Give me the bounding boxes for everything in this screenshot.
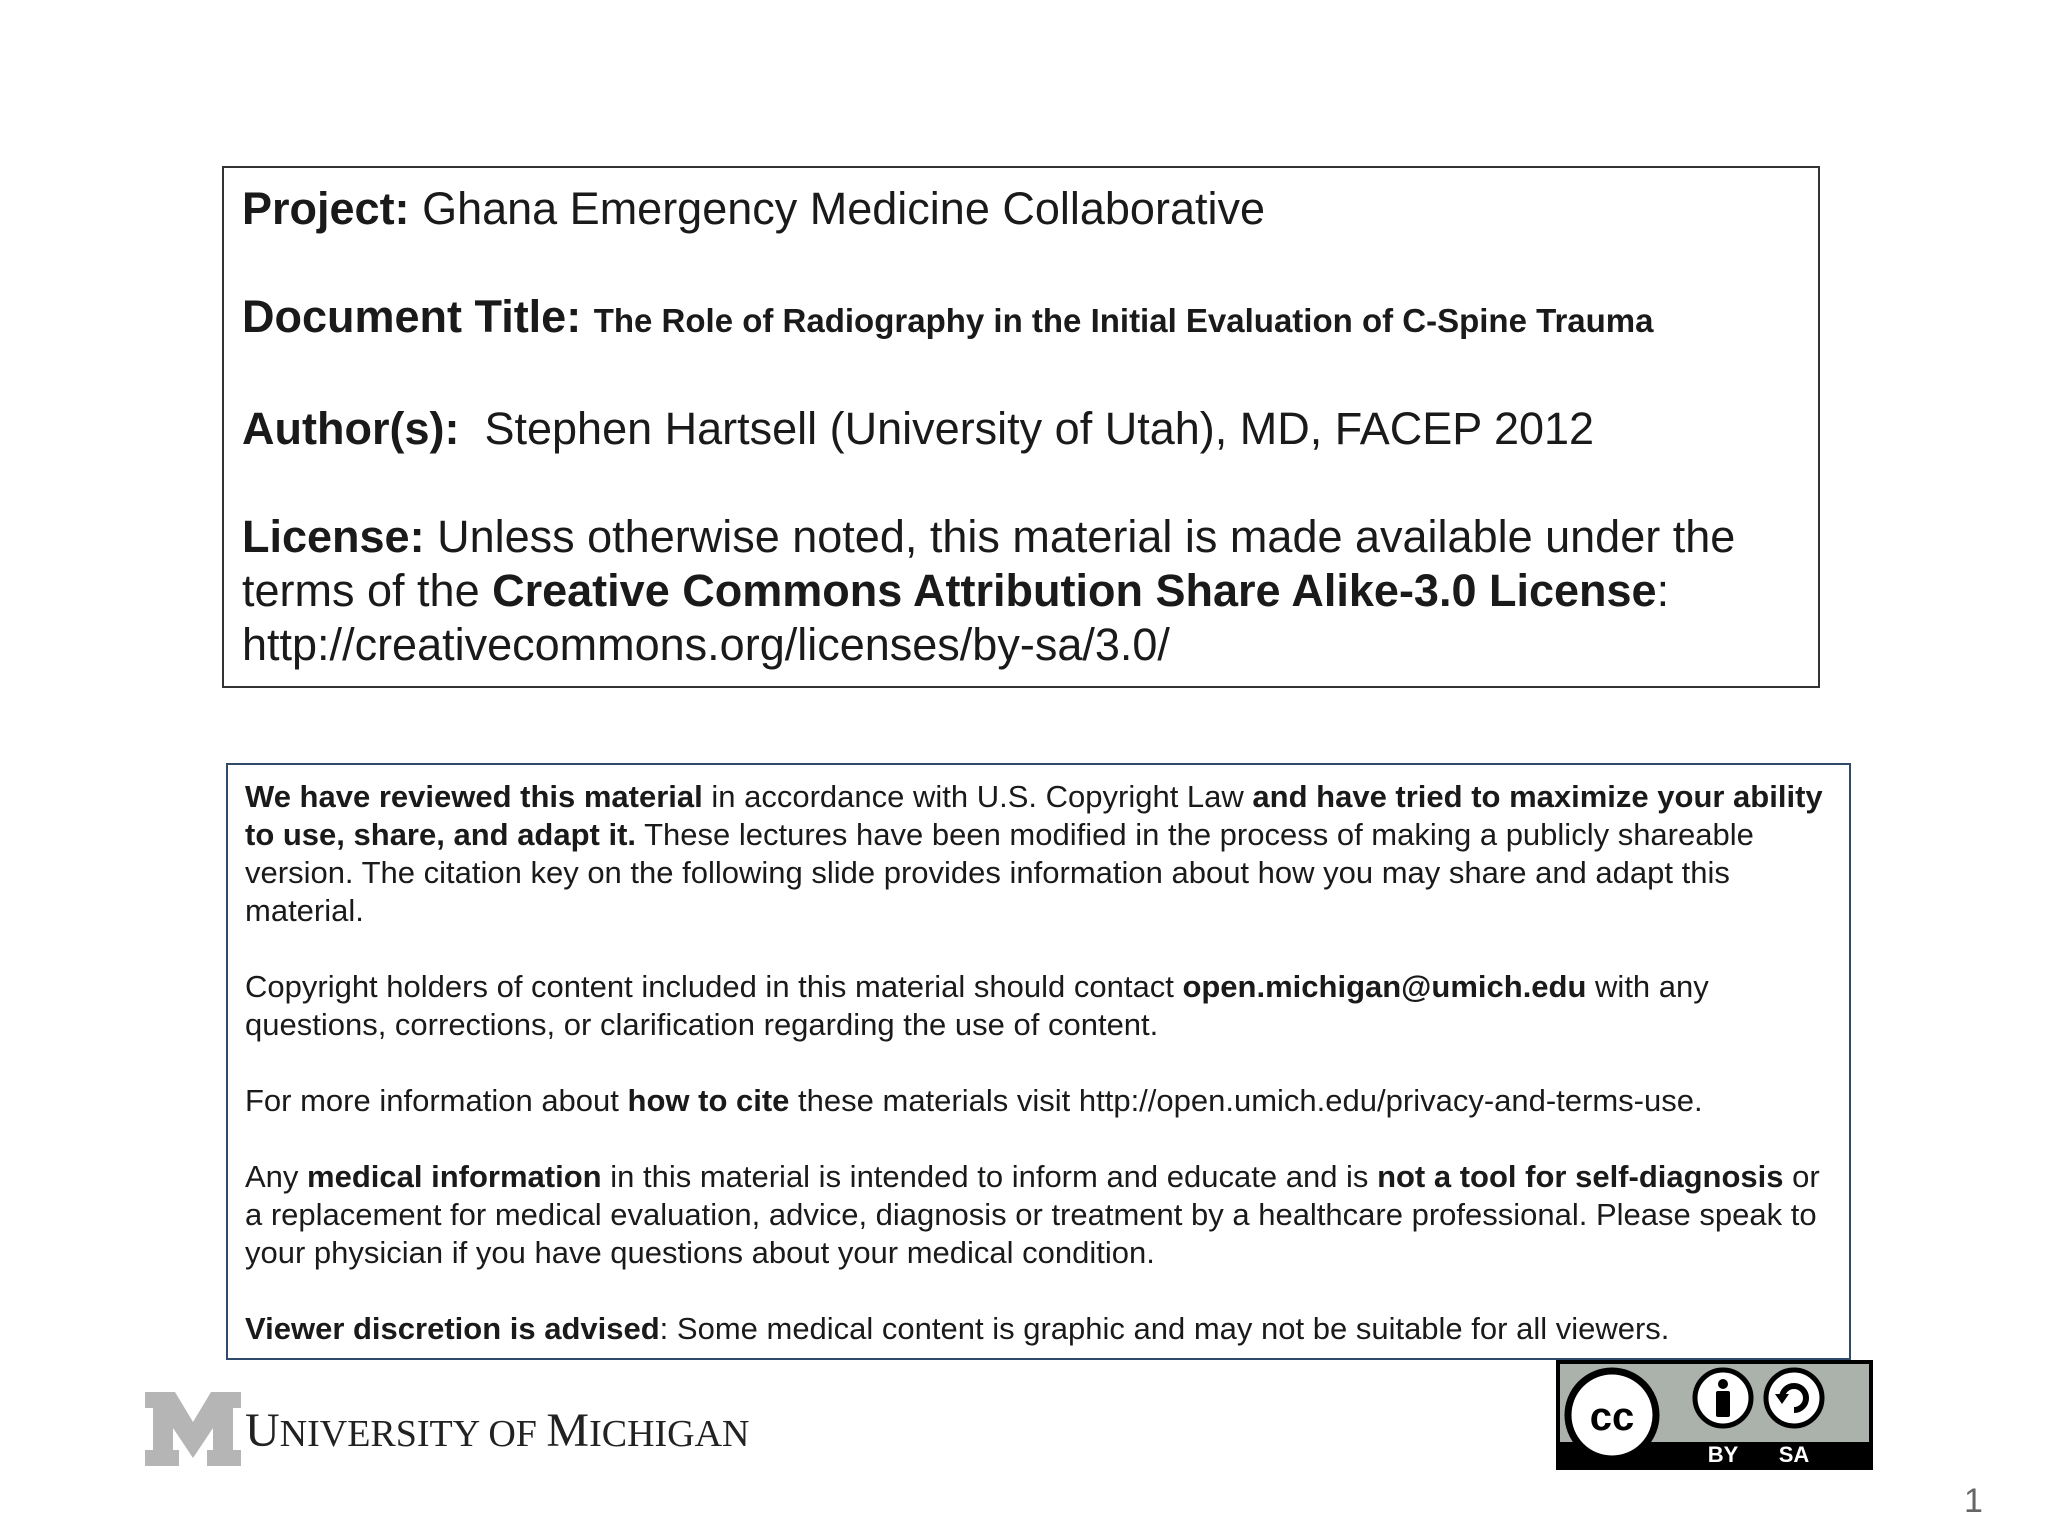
license-line — [242, 510, 1800, 672]
license-name: Creative Commons Attribution Share Alike-3.0 License — [492, 565, 1657, 616]
license-text: Unless otherwise noted, this material is made available under the terms of the — [242, 511, 1736, 616]
cc-by-label: BY — [1707, 1442, 1739, 1467]
contact-text-1: Copyright holders of content included in this material should contact — [245, 969, 1174, 1004]
authors-label: Author(s): — [242, 403, 460, 454]
attribution-icon — [1695, 1370, 1751, 1426]
wordmark-of: OF — [478, 1413, 547, 1455]
discretion-paragraph — [245, 1310, 1831, 1348]
project-label: Project: — [242, 183, 410, 234]
wordmark-ichigan: ICHIGAN — [589, 1413, 750, 1455]
wordmark-niversity: NIVERSITY — [279, 1413, 479, 1455]
document-title-label: Document Title: — [242, 291, 582, 342]
document-title-value: The Role of Radiography in the Initial Evaluation of C-Spine Trauma — [593, 302, 1654, 339]
contact-text-2: with any questions, corrections, or clarification regarding the use of content. — [245, 969, 1709, 1042]
project-value: Ghana Emergency Medicine Collaborative — [422, 183, 1265, 234]
medical-text-3: or a replacement for medical evaluation, advice, diagnosis or treatment by a healthcare professional. Please speak to your physician if you have questions about your medical condition. — [245, 1159, 1820, 1270]
authors-value: Stephen Hartsell (University of Utah), MD, FACEP 2012 — [484, 403, 1595, 454]
review-text-2: These lectures have been modified in the process of making a publicly shareable version. The citation key on the following slide provides information about how you may share and adapt this material. — [245, 817, 1754, 928]
medical-bold-2: not a tool for self-diagnosis — [1377, 1159, 1784, 1194]
document-info-box — [222, 166, 1820, 688]
discretion-bold: Viewer discretion is advised — [245, 1311, 660, 1346]
review-paragraph — [245, 778, 1831, 930]
cite-bold: how to cite — [627, 1083, 790, 1118]
discretion-text: : Some medical content is graphic and may not be suitable for all viewers. — [659, 1311, 1670, 1346]
medical-bold-1: medical information — [307, 1159, 602, 1194]
cc-by-sa-license-badge — [1556, 1360, 1873, 1470]
university-of-michigan-logo — [145, 1392, 750, 1466]
page-number: 1 — [1964, 1482, 1983, 1520]
authors-line — [242, 402, 1800, 456]
medical-text-1: Any — [245, 1159, 299, 1194]
contact-email[interactable]: open.michigan@umich.edu — [1182, 969, 1587, 1004]
license-colon: : — [1656, 565, 1670, 616]
medical-paragraph — [245, 1158, 1831, 1272]
share-alike-icon — [1766, 1370, 1822, 1426]
cite-text-1: For more information about — [245, 1083, 619, 1118]
document-title-line — [242, 290, 1800, 348]
block-m-icon — [145, 1392, 241, 1466]
wordmark-u: U — [245, 1404, 280, 1457]
review-bold-1: We have reviewed this material — [245, 779, 703, 814]
contact-paragraph — [245, 968, 1831, 1044]
university-of-michigan-wordmark — [245, 1403, 750, 1458]
review-bold-2: and have tried to maximize your ability to use, share, and adapt it. — [245, 779, 1823, 852]
cite-text-2: these materials visit http://open.umich.edu/privacy-and-terms-use. — [798, 1083, 1703, 1118]
license-url[interactable]: http://creativecommons.org/licenses/by-sa/3.0/ — [242, 619, 1170, 670]
cite-paragraph — [245, 1082, 1831, 1120]
license-label: License: — [242, 511, 425, 562]
wordmark-m: M — [546, 1404, 590, 1457]
cc-icon — [1568, 1371, 1656, 1459]
copyright-notice-box — [226, 763, 1851, 1360]
svg-text:cc: cc — [1589, 1395, 1635, 1439]
cc-sa-label: SA — [1778, 1442, 1810, 1467]
medical-text-2: in this material is intended to inform and educate and is — [610, 1159, 1369, 1194]
project-line — [242, 182, 1800, 236]
review-text-1: in accordance with U.S. Copyright Law — [711, 779, 1244, 814]
